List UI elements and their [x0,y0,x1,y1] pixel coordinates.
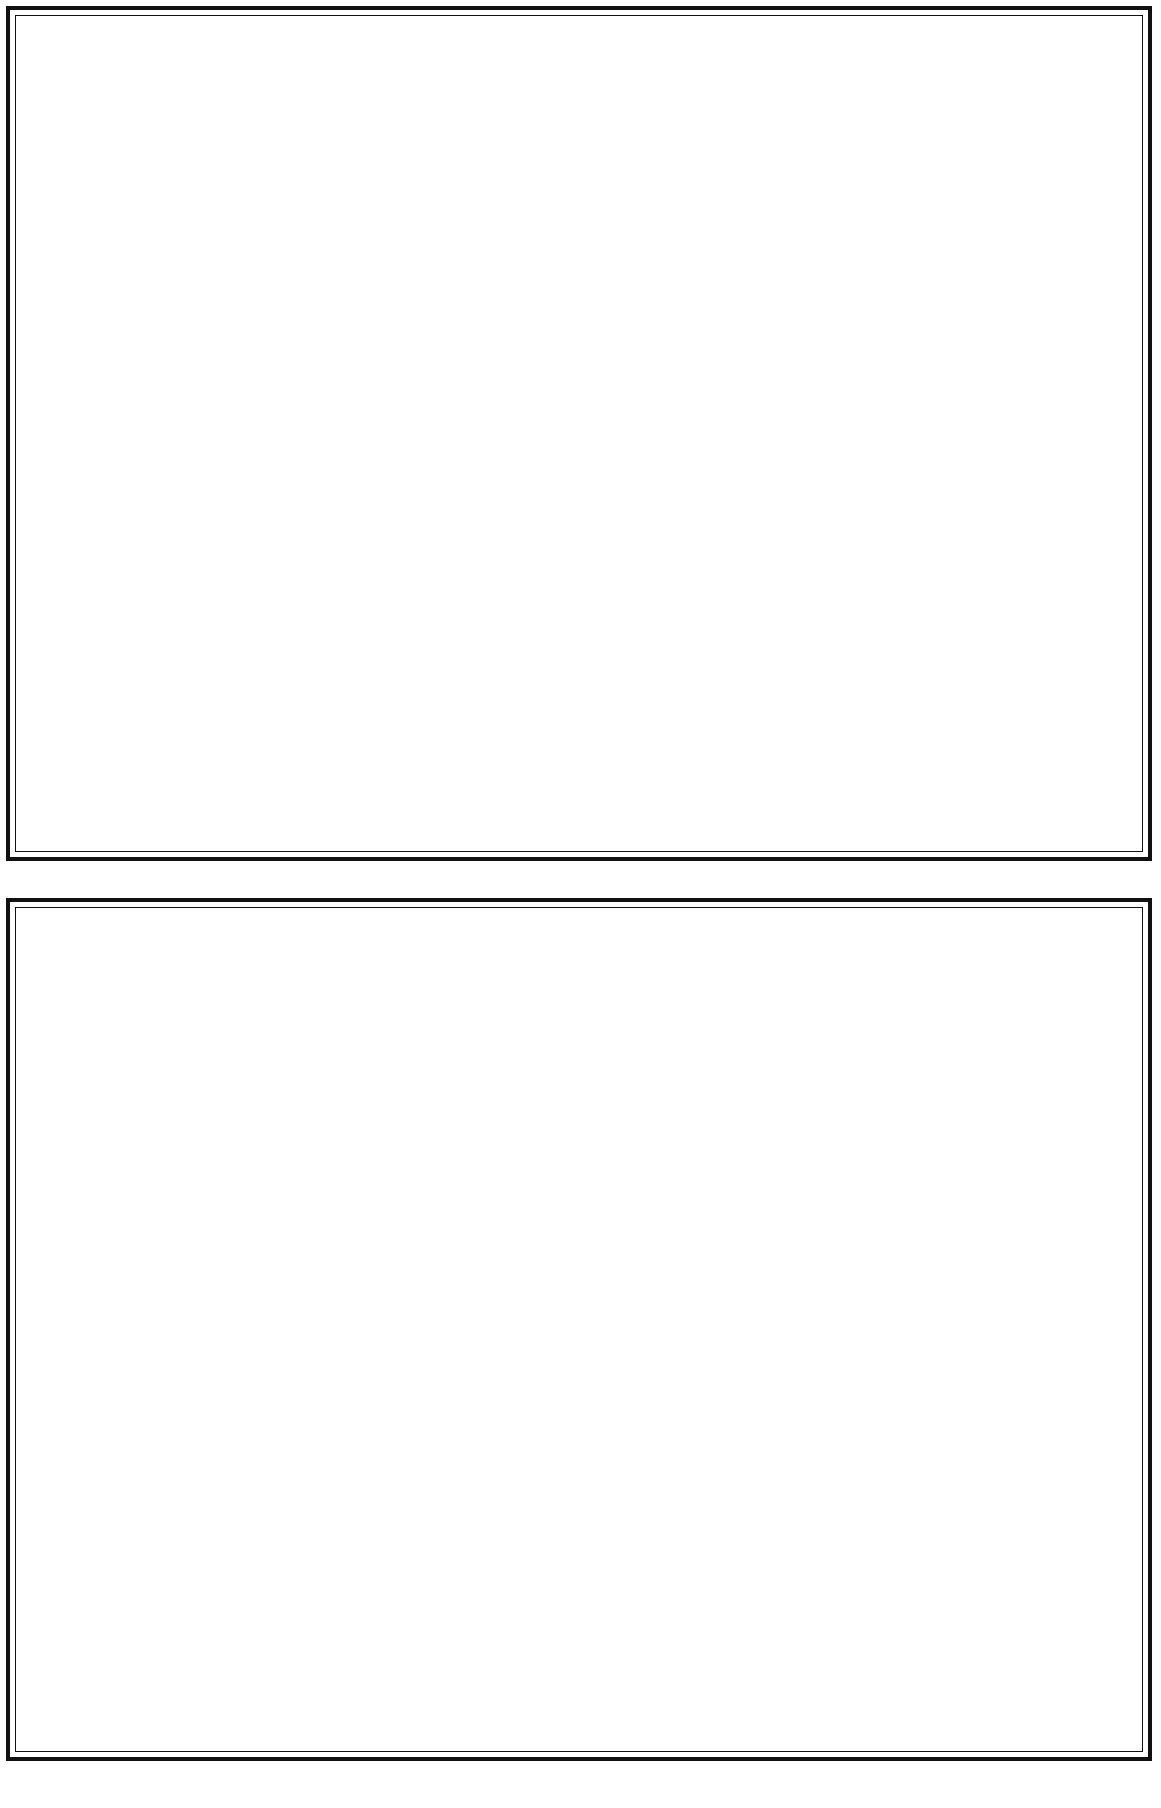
top-page-block [6,6,1152,861]
bottom-page-frame [15,907,1143,1752]
top-page-frame [15,15,1143,852]
bottom-page-block [6,898,1152,1761]
